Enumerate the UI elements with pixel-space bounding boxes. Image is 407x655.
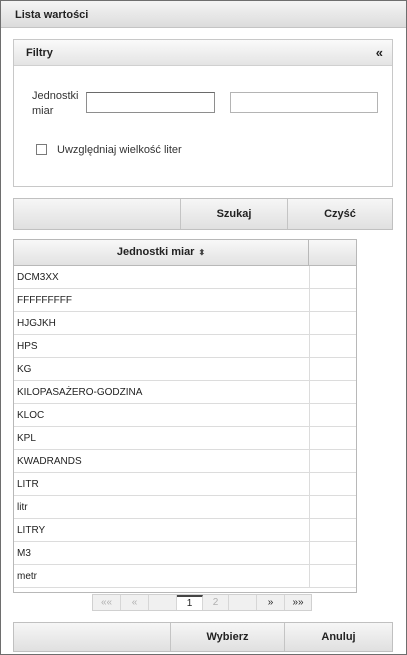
column-divider [309, 335, 310, 357]
grid-body [14, 266, 356, 588]
table-row[interactable] [14, 473, 356, 496]
dialog-footer [13, 622, 393, 652]
results-grid [13, 239, 357, 593]
table-cell-unit: KPL [17, 433, 36, 444]
table-row[interactable] [14, 335, 356, 358]
dialog-title: Lista wartości [15, 9, 89, 21]
page-1-button[interactable]: 1 [177, 595, 203, 610]
table-row[interactable] [14, 565, 356, 588]
column-divider [309, 358, 310, 380]
table-row[interactable] [14, 427, 356, 450]
table-row[interactable] [14, 358, 356, 381]
table-row[interactable] [14, 450, 356, 473]
table-cell-unit: HJGJKH [17, 318, 56, 329]
table-row[interactable] [14, 312, 356, 335]
table-row[interactable] [14, 496, 356, 519]
dialog-title-bar [1, 1, 406, 28]
table-cell-unit: LITR [17, 479, 39, 490]
grid-header [14, 240, 356, 266]
column-divider [309, 565, 310, 587]
search-button[interactable]: Szukaj [180, 199, 287, 229]
table-row[interactable] [14, 381, 356, 404]
sort-icon[interactable]: ⬍ [198, 248, 206, 257]
pager-spacer [149, 595, 177, 610]
table-cell-unit: litr [17, 502, 28, 513]
column-divider [309, 381, 310, 403]
first-page-button[interactable]: «« [93, 595, 121, 610]
filters-header [14, 40, 392, 66]
table-cell-unit: LITRY [17, 525, 46, 536]
collapse-icon[interactable]: « [375, 45, 383, 60]
table-row[interactable] [14, 519, 356, 542]
table-cell-unit: FFFFFFFFF [17, 295, 72, 306]
table-cell-unit: KG [17, 364, 32, 375]
table-cell-unit: metr [17, 571, 37, 582]
table-cell-unit: KILOPASAŻERO-GODZINA [17, 387, 143, 398]
filters-panel [13, 39, 393, 187]
pager-spacer-2 [229, 595, 257, 610]
units-filter-label: Jednostki miar [32, 90, 79, 117]
column-divider [309, 427, 310, 449]
filters-title: Filtry [26, 47, 53, 59]
cancel-button[interactable]: Anuluj [284, 623, 392, 651]
table-row[interactable] [14, 542, 356, 565]
units-filter-input[interactable] [86, 92, 215, 113]
column-header-label: Jednostki miar [116, 246, 195, 258]
table-cell-unit: DCM3XX [17, 272, 59, 283]
table-cell-unit: KLOC [17, 410, 45, 421]
table-row[interactable] [14, 289, 356, 312]
select-button[interactable]: Wybierz [170, 623, 284, 651]
column-divider [309, 404, 310, 426]
secondary-filter-input[interactable] [230, 92, 378, 113]
column-divider [309, 519, 310, 541]
prev-page-button[interactable]: « [121, 595, 149, 610]
last-page-button[interactable]: »» [292, 597, 304, 608]
page-2-button[interactable]: 2 [203, 595, 229, 610]
table-cell-unit: KWADRANDS [17, 456, 82, 467]
filter-toolbar [13, 198, 393, 230]
next-page-button[interactable]: » [257, 595, 285, 610]
case-sensitive-label: Uwzględniaj wielkość liter [57, 144, 182, 156]
column-divider [309, 450, 310, 472]
column-divider [309, 473, 310, 495]
table-row[interactable] [14, 404, 356, 427]
column-divider [309, 542, 310, 564]
table-cell-unit: M3 [17, 548, 31, 559]
column-divider [309, 289, 310, 311]
table-cell-unit: HPS [17, 341, 38, 352]
column-divider [309, 312, 310, 334]
pagination [92, 594, 312, 611]
column-divider [309, 496, 310, 518]
column-divider [309, 266, 310, 288]
clear-button[interactable]: Czyść [287, 199, 392, 229]
column-header-units[interactable] [14, 240, 309, 265]
table-row[interactable] [14, 266, 356, 289]
case-sensitive-checkbox[interactable] [36, 144, 47, 155]
